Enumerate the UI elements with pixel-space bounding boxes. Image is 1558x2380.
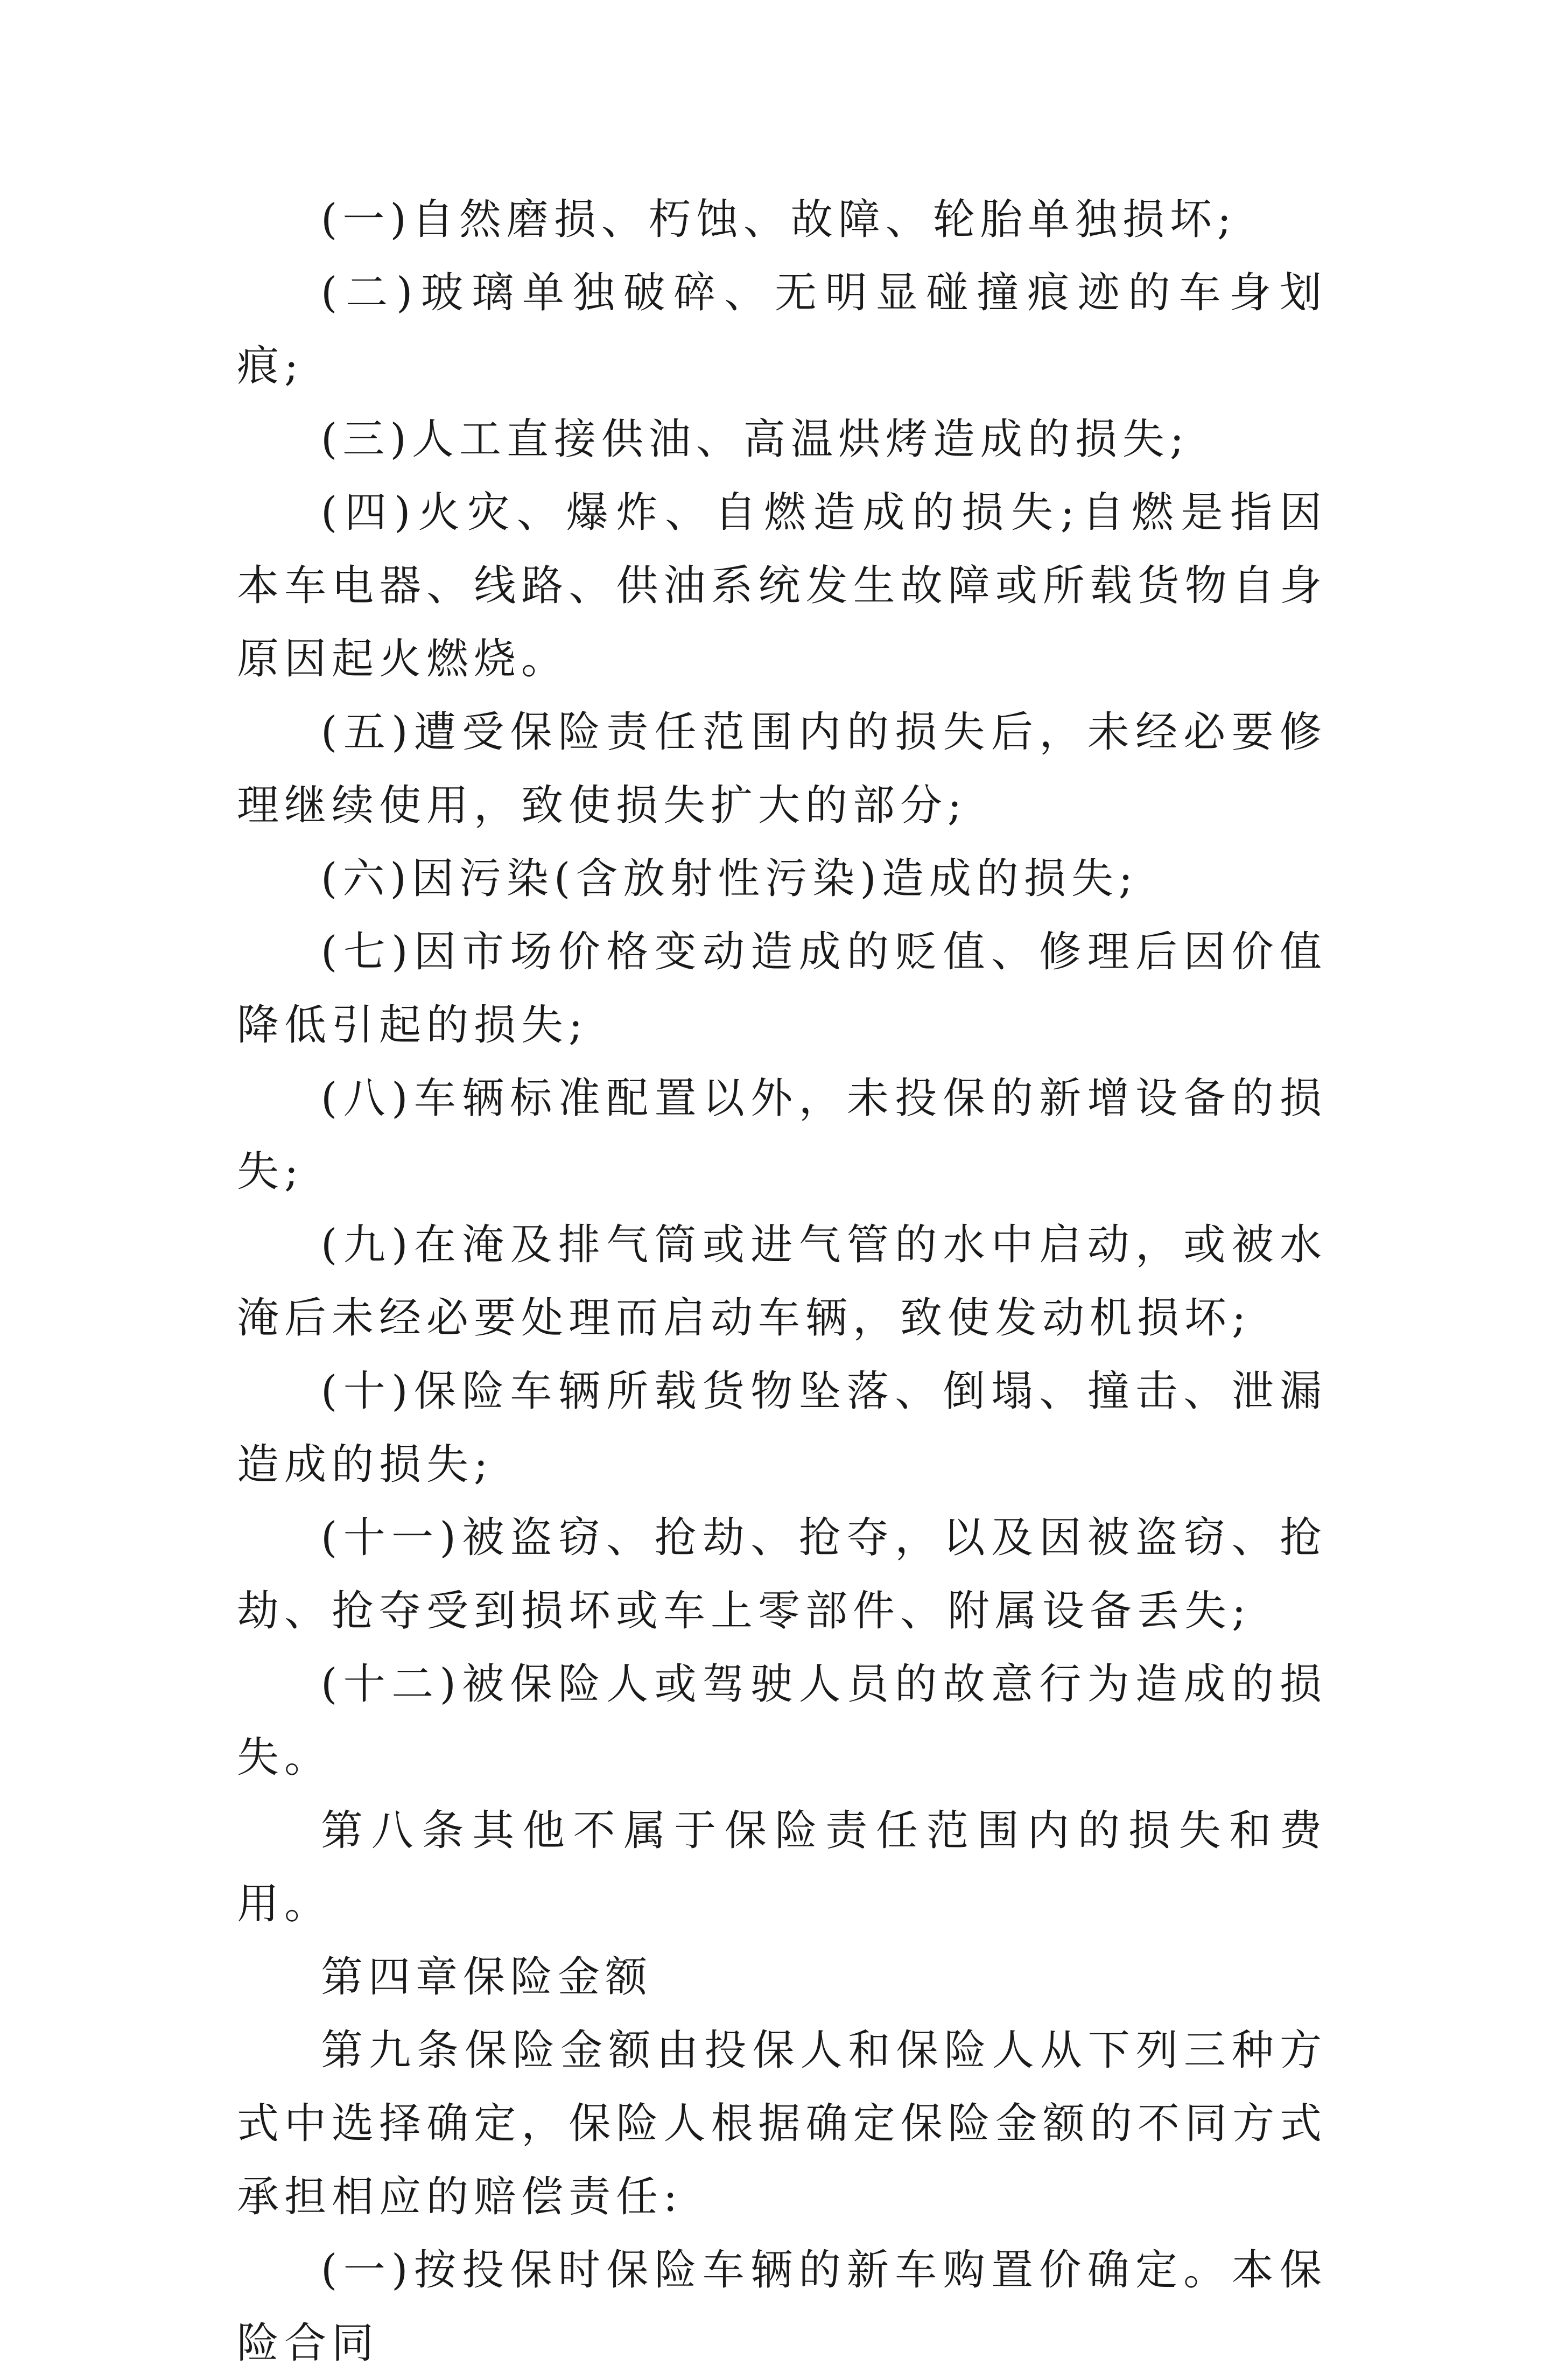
article-8-text: 第八条其他不属于保险责任范围内的损失和费用。	[237, 1807, 1327, 1928]
paragraph-item-1: (一)自然磨损、朽蚀、故障、轮胎单独损坏;	[321, 195, 1237, 244]
paragraph-item-8: (八)车辆标准配置以外，未投保的新增设备的损失;	[237, 1074, 1327, 1196]
paragraph-item-2: (二)玻璃单独破碎、无明显碰撞痕迹的车身划痕;	[237, 269, 1327, 390]
paragraph-item-4: (四)火灾、爆炸、自燃造成的损失;自燃是指因本车电器、线路、供油系统发生故障或所载货物自身原因起火燃烧。	[237, 488, 1327, 683]
paragraph-item-12: (十二)被保险人或驾驶人员的故意行为造成的损失。	[237, 1660, 1327, 1782]
paragraph-item-6: (六)因污染(含放射性污染)造成的损失;	[321, 855, 1139, 903]
paragraph-item-9: (九)在淹及排气筒或进气管的水中启动，或被水淹后未经必要处理而启动车辆，致使发动机损坏;	[237, 1221, 1327, 1342]
paragraph-item-10: (十)保险车辆所载货物坠落、倒塌、撞击、泄漏造成的损失;	[237, 1367, 1327, 1489]
paragraph-item-11: (十一)被盗窃、抢劫、抢夺，以及因被盗窃、抢劫、抢夺受到损坏或车上零部件、附属设备丢失;	[237, 1514, 1327, 1635]
paragraph-item-5: (五)遭受保险责任范围内的损失后，未经必要修理继续使用，致使损失扩大的部分;	[237, 708, 1327, 830]
chapter-4-heading: 第四章保险金额	[321, 1953, 653, 2001]
article-9-text: 第九条保险金额由投保人和保险人从下列三种方式中选择确定，保险人根据确定保险金额的不同方式承担相应的赔偿责任:	[237, 2026, 1327, 2221]
document-body	[237, 183, 1327, 2380]
paragraph-item-13: (一)按投保时保险车辆的新车购置价确定。本保险合同	[237, 2246, 1327, 2368]
paragraph-item-7: (七)因市场价格变动造成的贬值、修理后因价值降低引起的损失;	[237, 928, 1327, 1049]
paragraph-item-3: (三)人工直接供油、高温烘烤造成的损失;	[321, 415, 1190, 464]
